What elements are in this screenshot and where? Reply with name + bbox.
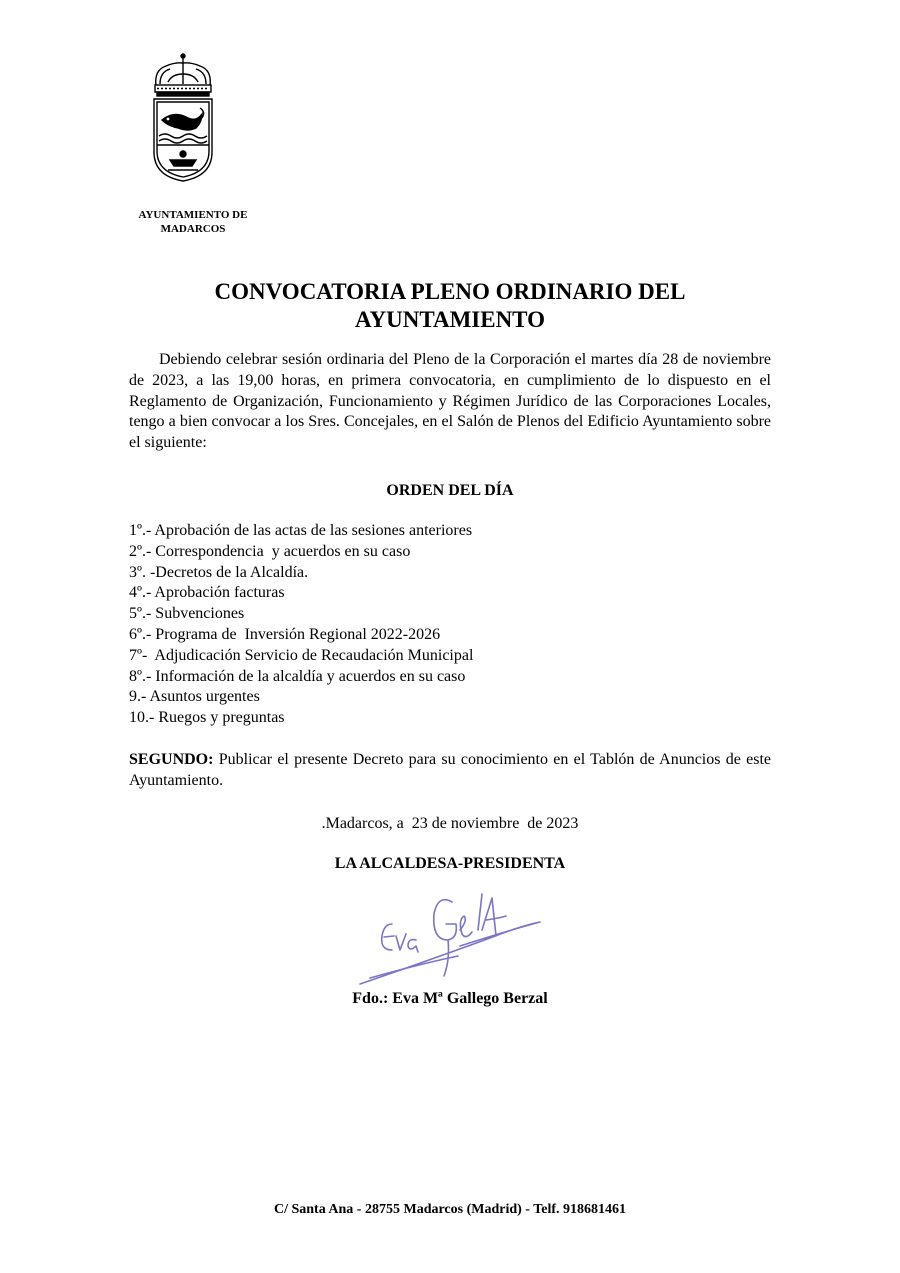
document-title <box>150 278 750 334</box>
agenda-item: 4º.- Aprobación facturas <box>129 584 285 602</box>
agenda-item: 9.- Asuntos urgentes <box>129 688 260 706</box>
footer-address: C/ Santa Ana - 28755 Madarcos (Madrid) - Telf. 918681461 <box>273 1202 627 1217</box>
document-title-line1: CONVOCATORIA PLENO ORDINARIO DEL <box>214 279 686 304</box>
agenda-item: 2º.- Correspondencia y acuerdos en su caso <box>129 542 411 560</box>
agenda-item: 1º.- Aprobación de las actas de las sesiones anteriores <box>129 522 473 539</box>
agenda-item: 7º- Adjudicación Servicio de Recaudación Municipal <box>129 646 474 664</box>
organization-name-line1: AYUNTAMIENTO DE <box>138 209 248 221</box>
organization-name <box>118 208 268 236</box>
date-line: .Madarcos, a 23 de noviembre de 2023 <box>321 815 579 832</box>
document-title-line2: AYUNTAMIENTO <box>355 307 545 332</box>
handwritten-signature <box>340 880 560 990</box>
agenda-item: 8º.- Información de la alcaldía y acuerdos en su caso <box>129 667 466 685</box>
intro-paragraph: Debiendo celebrar sesión ordinaria del Pleno de la Corporación el martes día 28 de noviembre de 2023, a las 19,00 horas, en primera convocatoria, en cumplimiento de lo dispuesto en el Reglamento de Organización, Funcionamiento y Régimen Jurídico de las Corporaciones Locales, tengo a bien convocar a los Sres. Concejales, en el Salón de Plenos del Edificio Ayuntamiento sobre el siguiente: <box>129 351 771 452</box>
segundo-label: SEGUNDO: <box>129 751 214 768</box>
agenda-list <box>129 521 771 729</box>
organization-name-line2: MADARCOS <box>160 223 226 235</box>
agenda-item: 5º.- Subvenciones <box>129 605 245 623</box>
agenda-item: 3º. -Decretos de la Alcaldía. <box>129 563 309 581</box>
segundo-text: Publicar el presente Decreto para su conocimiento en el Tablón de Anuncios de este Ayuntamiento. <box>129 751 771 789</box>
coat-of-arms-icon <box>148 52 218 184</box>
signatory-role: LA ALCALDESA-PRESIDENTA <box>334 855 566 872</box>
agenda-item: 10.- Ruegos y preguntas <box>129 709 285 727</box>
segundo-paragraph <box>129 750 771 792</box>
agenda-item: 6º.- Programa de Inversión Regional 2022-2026 <box>129 625 441 643</box>
agenda-heading: ORDEN DEL DÍA <box>386 482 514 499</box>
signed-by: Fdo.: Eva Mª Gallego Berzal <box>352 990 548 1007</box>
